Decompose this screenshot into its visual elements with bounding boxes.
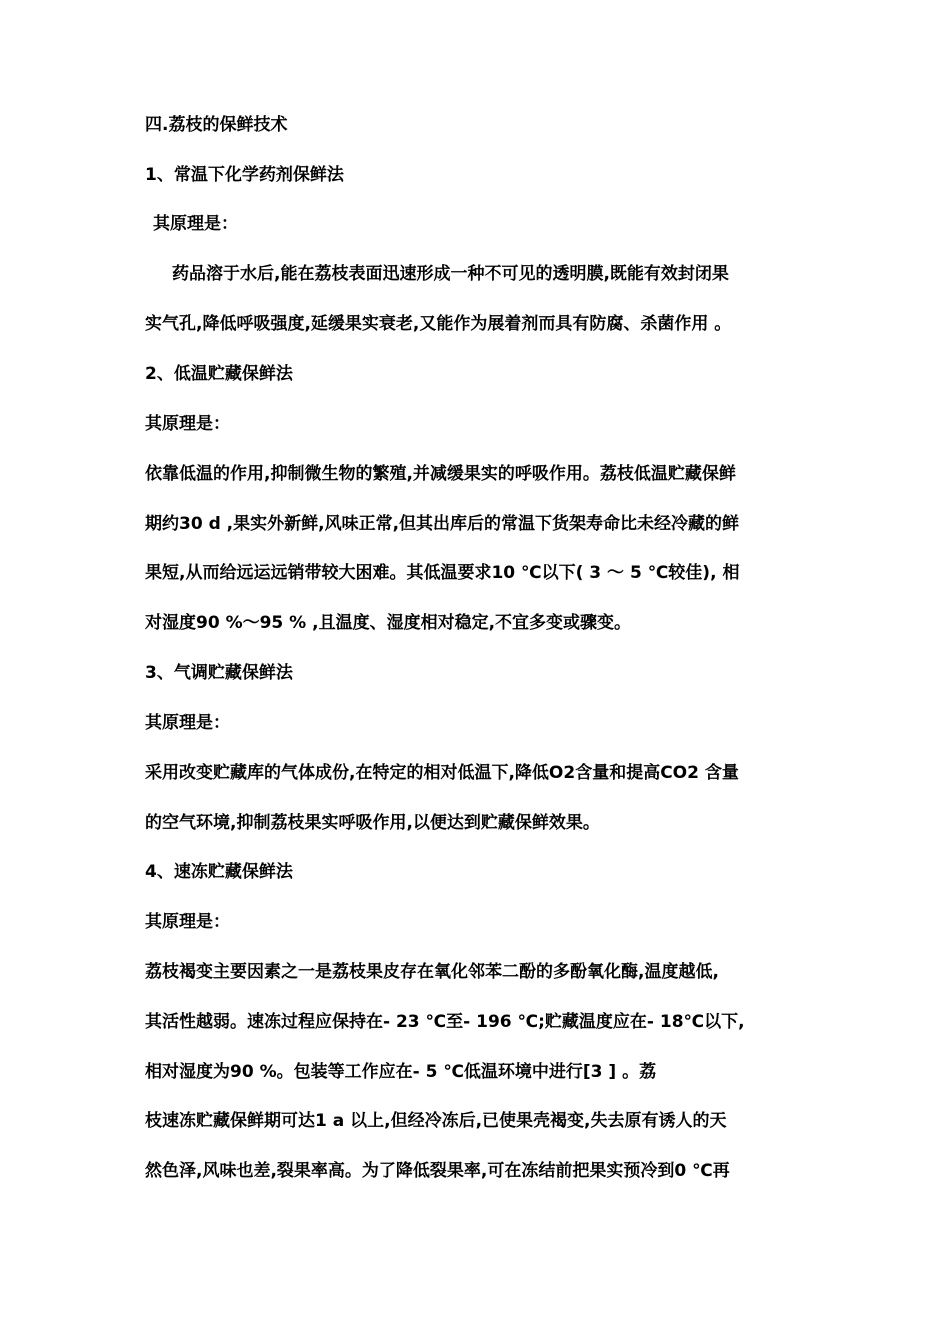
section-1-text-line: 实气孔,降低呼吸强度,延缓果实衰老,又能作为展着剂而具有防腐、杀菌作用 。 [145,314,732,334]
section-2-heading: 2、低温贮藏保鲜法 [145,364,293,384]
section-3-principle-label: 其原理是： [145,713,230,733]
section-4-text-line: 然色泽,风味也差,裂果率高。为了降低裂果率,可在冻结前把果实预冷到0 ℃再 [145,1161,730,1181]
section-2-principle-label: 其原理是： [145,414,230,434]
section-1-text-line: 药品溶于水后,能在荔枝表面迅速形成一种不可见的透明膜,既能有效封闭果 [172,264,729,284]
section-3-text-line: 采用改变贮藏库的气体成份,在特定的相对低温下,降低O2含量和提高CO2 含量 [145,763,739,783]
section-4-heading: 4、速冻贮藏保鲜法 [145,862,293,882]
section-4-principle-label: 其原理是： [145,912,230,932]
section-4-text-line: 其活性越弱。速冻过程应保持在- 23 ℃至- 196 ℃;贮藏温度应在- 18℃以下, [145,1012,745,1032]
section-4-text-line: 枝速冻贮藏保鲜期可达1 a 以上,但经冷冻后,已使果壳褐变,失去原有诱人的天 [145,1111,727,1131]
section-4-text-line: 相对湿度为90 %。包装等工作应在- 5 ℃低温环境中进行[3 ] 。荔 [145,1062,657,1082]
section-2-text-line: 对湿度90 %～95 % ,且温度、湿度相对稳定,不宜多变或骤变。 [145,613,632,633]
section-2-text-line: 果短,从而给远运远销带较大困难。其低温要求10 ℃以下( 3 ～ 5 ℃较佳), 相 [145,563,740,583]
section-1-principle-label: 其原理是： [153,214,238,234]
section-3-heading: 3、气调贮藏保鲜法 [145,663,293,683]
section-3-text-line: 的空气环境,抑制荔枝果实呼吸作用,以便达到贮藏保鲜效果。 [145,813,600,833]
section-2-text-line: 期约30 d ,果实外新鲜,风味正常,但其出库后的常温下货架寿命比未经冷藏的鲜 [145,514,740,534]
document-title: 四.荔枝的保鲜技术 [145,115,288,135]
section-1-heading: 1、常温下化学药剂保鲜法 [145,165,344,185]
section-2-text-line: 依靠低温的作用,抑制微生物的繁殖,并减缓果实的呼吸作用。荔枝低温贮藏保鲜 [145,464,736,484]
section-4-text-line: 荔枝褐变主要因素之一是荔枝果皮存在氧化邻苯二酚的多酚氧化酶,温度越低, [145,962,719,982]
